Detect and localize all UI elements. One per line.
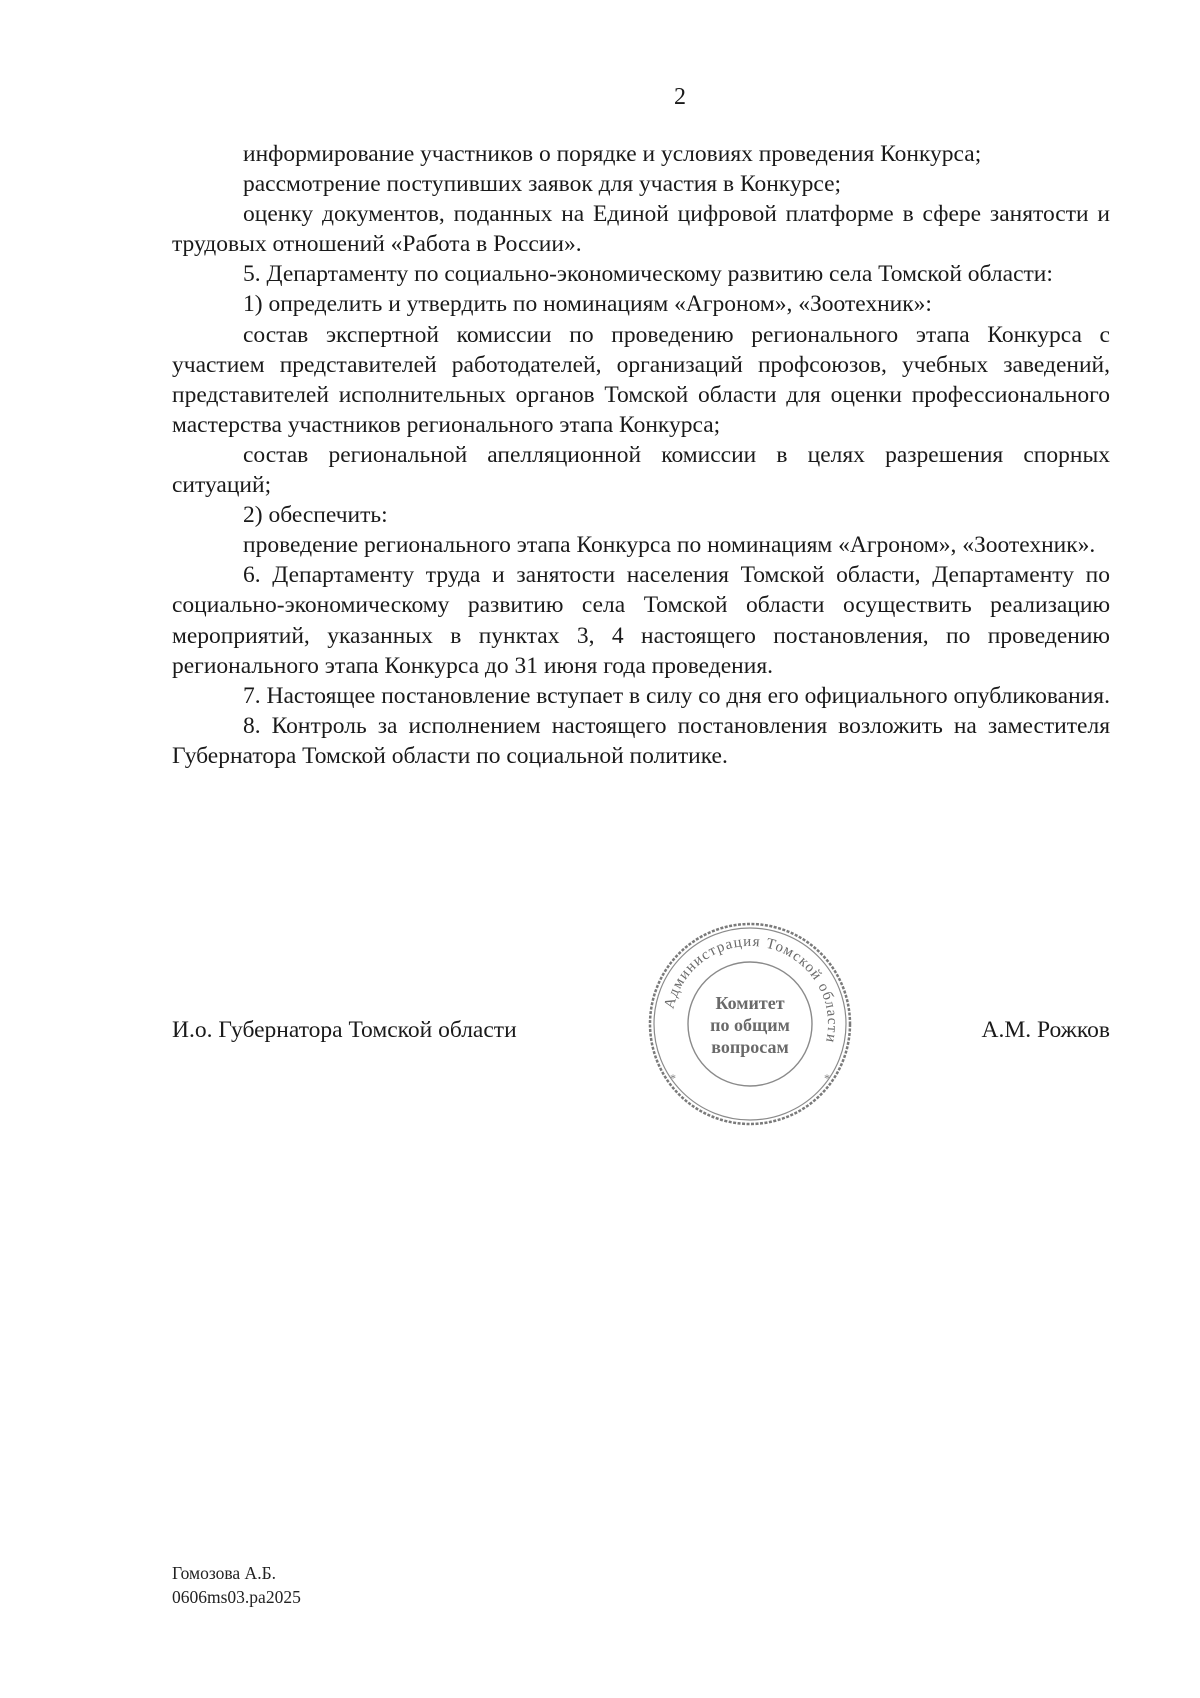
paragraph-1: информирование участников о порядке и условиях проведения Конкурса;	[243, 141, 982, 167]
seal-center-line-1: Комитет	[715, 993, 785, 1013]
paragraph-4: 5. Департаменту по социально-экономическому развитию села Томской области:	[243, 261, 1053, 288]
signatory-name: А.М. Рожков	[981, 1017, 1110, 1043]
paragraph-2: рассмотрение поступивших заявок для участия в Конкурсе;	[243, 171, 842, 198]
paragraph-10: 6. Департаменту труда и занятости населения Томской области, Департаменту по социально-экономическому развитию села Томской области осуществить реализацию мероприятий, указанных в пунктах 3, 4 настоящего постановления, по проведению регионального этапа Конкурса до 31 июня года проведения.	[172, 562, 1110, 679]
paragraph-12: 8. Контроль за исполнением настоящего постановления возложить на заместителя Губернатора Томской области по социальной политике.	[172, 712, 1110, 769]
paragraph-6: состав экспертной комиссии по проведению регионального этапа Конкурса с участием представителей работодателей, организаций профсоюзов, учебных заведений, представителей исполнительных органов Томской области для оценки профессионального мастерства участников регионального этапа Конкурса;	[172, 321, 1110, 438]
paragraph-11: 7. Настоящее постановление вступает в силу со дня его официального опубликования.	[243, 682, 1110, 709]
document-code: 0606ms03.pa2025	[172, 1587, 301, 1607]
seal-star-left-icon: *	[670, 1071, 676, 1085]
signatory-title: И.о. Губернатора Томской области	[172, 1017, 517, 1043]
paragraph-9: проведение регионального этапа Конкурса по номинациям «Агроном», «Зоотехник».	[243, 532, 1096, 559]
paragraph-8: 2) обеспечить:	[243, 502, 388, 529]
paragraph-7: состав региональной апелляционной комиссии в целях разрешения спорных ситуаций;	[172, 441, 1110, 499]
document-body	[172, 139, 1110, 771]
paragraph-3: оценку документов, поданных на Единой цифровой платформе в сфере занятости и трудовых отношений «Работа в России».	[172, 201, 1110, 258]
seal-center-line-3: вопросам	[711, 1037, 789, 1057]
official-seal	[640, 914, 860, 1134]
page-number: 2	[674, 84, 686, 110]
executor-name: Гомозова А.Б.	[172, 1563, 276, 1583]
executor-info	[172, 1561, 301, 1609]
seal-center-line-2: по общим	[710, 1015, 790, 1035]
seal-star-right-icon: *	[824, 1071, 830, 1085]
seal-ring-text: Администрация Томской области	[661, 933, 841, 1045]
paragraph-5: 1) определить и утвердить по номинациям «Агроном», «Зоотехник»:	[243, 291, 932, 318]
